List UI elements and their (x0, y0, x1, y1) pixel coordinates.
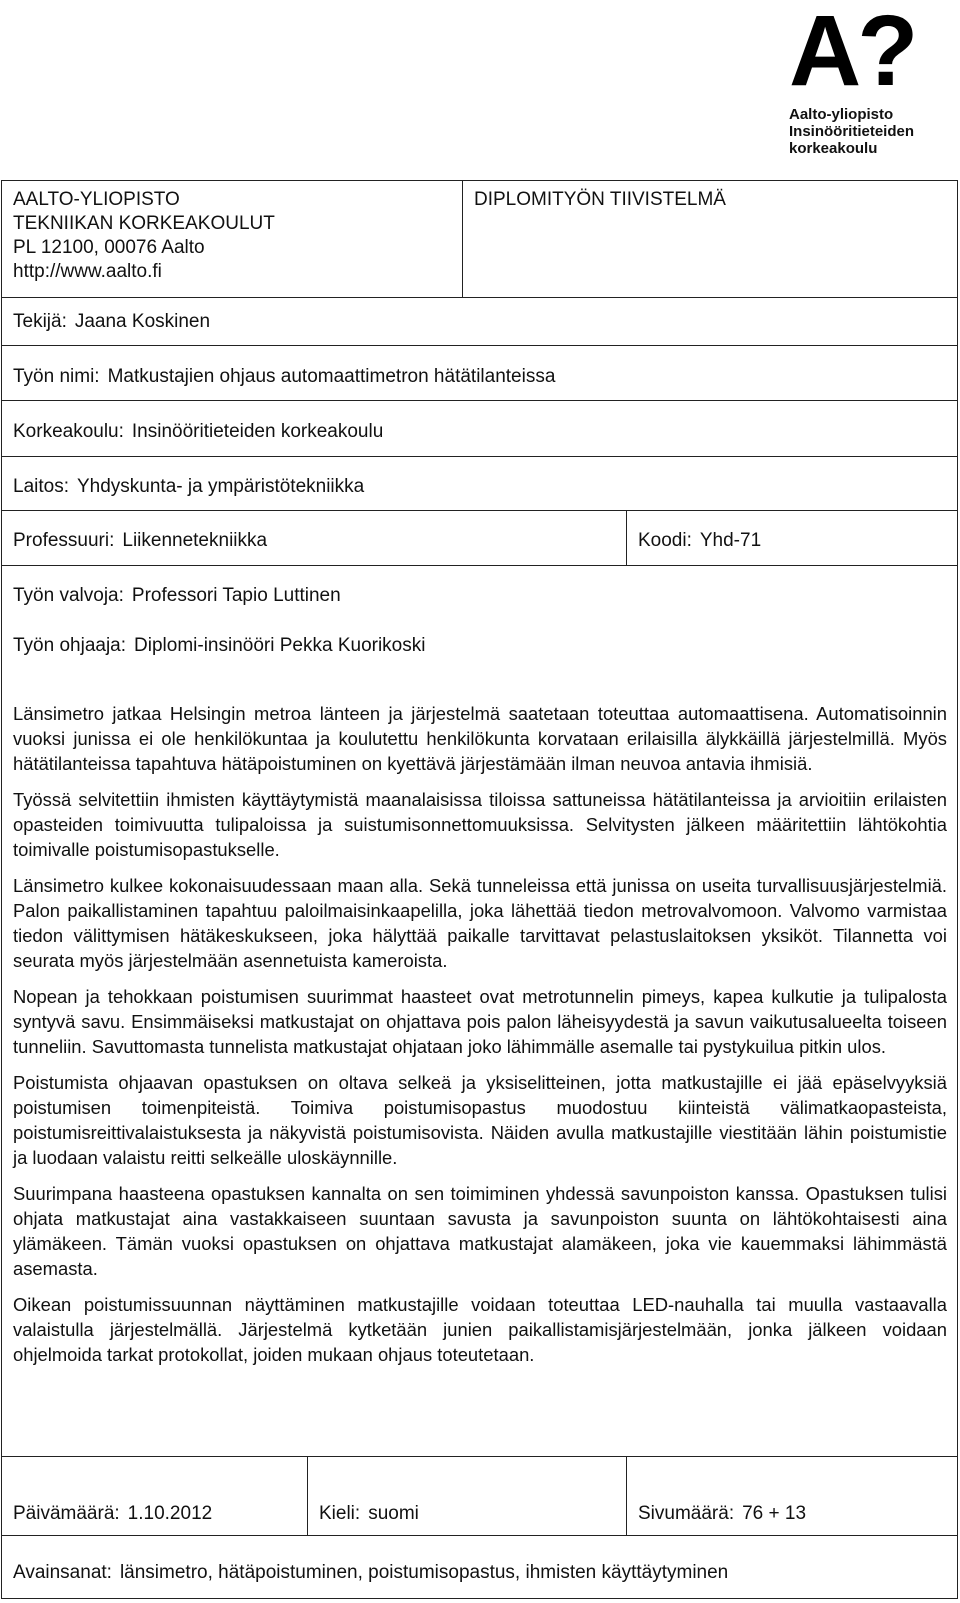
logo-mark: A? (789, 0, 915, 107)
page-count-field (638, 1502, 806, 1526)
abstract-paragraph-5: Poistumista ohjaavan opastuksen on oltava selkeä ja yksiselitteinen, jotta matkustajille ei jää epäselvyyksiä poistumisen toimenpiteistä. Toimiva poistumisopastus muodostuu kiinteistä välimatkaopasteista, poistumisreittivalaistuksesta ja näkyvistä poistumisovista. Näiden avulla matkustajille viestitään lähin poistumistie ja luodaan valaistu reitti selkeälle uloskäynnille. (13, 1072, 947, 1168)
logo-line-2: Insinööritieteiden (789, 123, 915, 140)
divider-footer (2, 1535, 957, 1536)
school-group-name: TEKNIIKAN KORKEAKOULUT (13, 213, 275, 234)
abstract-paragraph-1: Länsimetro jatkaa Helsingin metroa länteen ja järjestelmä saatetaan toteuttaa automaattisena. Automatisoinnin vuoksi junissa ei ole henkilökuntaa ja koulutettu henkilökunta korvataan erilaisilla älykkäillä järjestelmillä. Myös hätätilanteissa tapahtuva hätäpoistuminen on kyettävä järjestämään ilman neuvoa antavia ihmisiä. (13, 703, 947, 774)
university-address (13, 188, 275, 284)
abstract-paragraph-2: Työssä selvitettiin ihmisten käyttäytymistä maanalaisissa tiloissa sattuneissa hätätilanteissa ja arvioitiin erilaisten opasteiden toimivuutta tulipaloissa ja suistumisonnettomuuksissa. Selvitysten jälkeen määritettiin lähtökohtia toimivalle poistumisopastukselle. (13, 789, 947, 860)
instructor-field (13, 634, 425, 658)
supervisor-label: Työn valvoja: (13, 585, 124, 606)
logo-text (789, 106, 949, 157)
divider-author (2, 345, 957, 346)
instructor-value: Diplomi-insinööri Pekka Kuorikoski (134, 635, 426, 656)
code-field (638, 529, 761, 553)
professorship-value: Liikennetekniikka (122, 530, 268, 551)
university-name: AALTO-YLIOPISTO (13, 189, 180, 210)
thesis-title-field (13, 365, 555, 389)
divider-school (2, 456, 957, 457)
aalto-logo (789, 0, 949, 157)
supervisor-value: Professori Tapio Luttinen (131, 585, 341, 606)
postal-address: PL 12100, 00076 Aalto (13, 237, 205, 258)
website-link: http://www.aalto.fi (13, 261, 162, 282)
department-label: Laitos: (13, 476, 69, 497)
thesis-title-label: Työn nimi: (13, 366, 100, 387)
school-value: Insinööritieteiden korkeakoulu (131, 421, 384, 442)
logo-line-1: Aalto-yliopisto (789, 106, 894, 123)
divider-department (2, 510, 957, 511)
abstract-paragraph-7: Oikean poistumissuunnan näyttäminen matkustajille voidaan toteuttaa LED-nauhalla tai muulla vastaavalla valaistulla järjestelmällä. Järjestelmä kytketään junien paikallistamisjärjestelmään, jonka jälkeen voidaan ohjelmoida tarkat protokollat, joiden mukaan ohjaus toteutetaan. (13, 1294, 947, 1365)
author-field (13, 310, 210, 334)
keywords-value: länsimetro, hätäpoistuminen, poistumisopastus, ihmisten käyttäytyminen (119, 1562, 729, 1583)
date-label: Päivämäärä: (13, 1503, 120, 1524)
author-value: Jaana Koskinen (74, 311, 211, 332)
thesis-title-value: Matkustajien ohjaus automaattimetron hätätilanteissa (107, 366, 556, 387)
abstract-paragraph-4: Nopean ja tehokkaan poistumisen suurimmat haasteet ovat metrotunnelin pimeys, kapea kulkutie ja tulipalosta syntyvä savu. Ensimmäiseksi matkustajat on ohjattava pois palon läheisyydestä ja savun vaikutusalueelta toiseen tunneliin. Savuttomasta tunnelista matkustajat ohjataan joko lähimmälle asemalle tai pystykuilua pitkin ulos. (13, 986, 947, 1057)
school-label: Korkeakoulu: (13, 421, 124, 442)
department-field (13, 475, 364, 499)
code-label: Koodi: (638, 530, 692, 551)
keywords-label: Avainsanat: (13, 1562, 112, 1583)
divider-footer-vertical-1 (307, 1456, 308, 1535)
school-field (13, 420, 383, 444)
language-label: Kieli: (319, 1503, 361, 1524)
author-label: Tekijä: (13, 311, 67, 332)
abstract-paragraph-6: Suurimpana haasteena opastuksen kannalta on sen toimiminen yhdessä savunpoiston kanssa. Opastuksen tulisi ohjata matkustajat aina vastakkaiseen suuntaan savusta ja savunpoiston suunta on lähtökohtaisesti aina ylämäkeen. Tämän vuoksi opastuksen on ohjattava matkustajat alamäkeen, joka vie kauemmaksi lähimmästä asemasta. (13, 1183, 947, 1279)
page-count-value: 76 + 13 (742, 1503, 807, 1524)
keywords-field (13, 1561, 728, 1585)
language-field (319, 1502, 419, 1526)
date-value: 1.10.2012 (127, 1503, 213, 1524)
instructor-label: Työn ohjaaja: (13, 635, 127, 656)
divider-header (2, 297, 957, 298)
divider-code-vertical (626, 510, 627, 565)
divider-abstract (2, 1456, 957, 1457)
code-value: Yhd-71 (699, 530, 762, 551)
abstract-paragraph-3: Länsimetro kulkee kokonaisuudessaan maan alla. Sekä tunneleissa että junissa on useita turvallisuusjärjestelmiä. Palon paikallistaminen tapahtuu paloilmaisinkaapelilla, joka lähettää tiedon metrovalvomoon. Valvomo varmistaa tiedon välittymisen hätäkeskukseen, joka hälyttää paikalle tarvittavat pelastuslaitoksen yksiköt. Tilannetta voi seurata myös järjestelmään asennetuista kameroista. (13, 875, 947, 971)
divider-title (2, 400, 957, 401)
page-count-label: Sivumäärä: (638, 1503, 735, 1524)
professorship-label: Professuuri: (13, 530, 115, 551)
abstract-text (13, 701, 947, 1378)
department-value: Yhdyskunta- ja ympäristötekniikka (76, 476, 365, 497)
language-value: suomi (368, 1503, 419, 1524)
document-title: DIPLOMITYÖN TIIVISTELMÄ (474, 189, 726, 210)
supervisor-field (13, 584, 341, 608)
divider-header-vertical (462, 181, 463, 297)
divider-professorship (2, 565, 957, 566)
professorship-field (13, 529, 267, 553)
divider-footer-vertical-2 (626, 1456, 627, 1535)
logo-line-3: korkeakoulu (789, 140, 878, 157)
date-field (13, 1502, 212, 1526)
